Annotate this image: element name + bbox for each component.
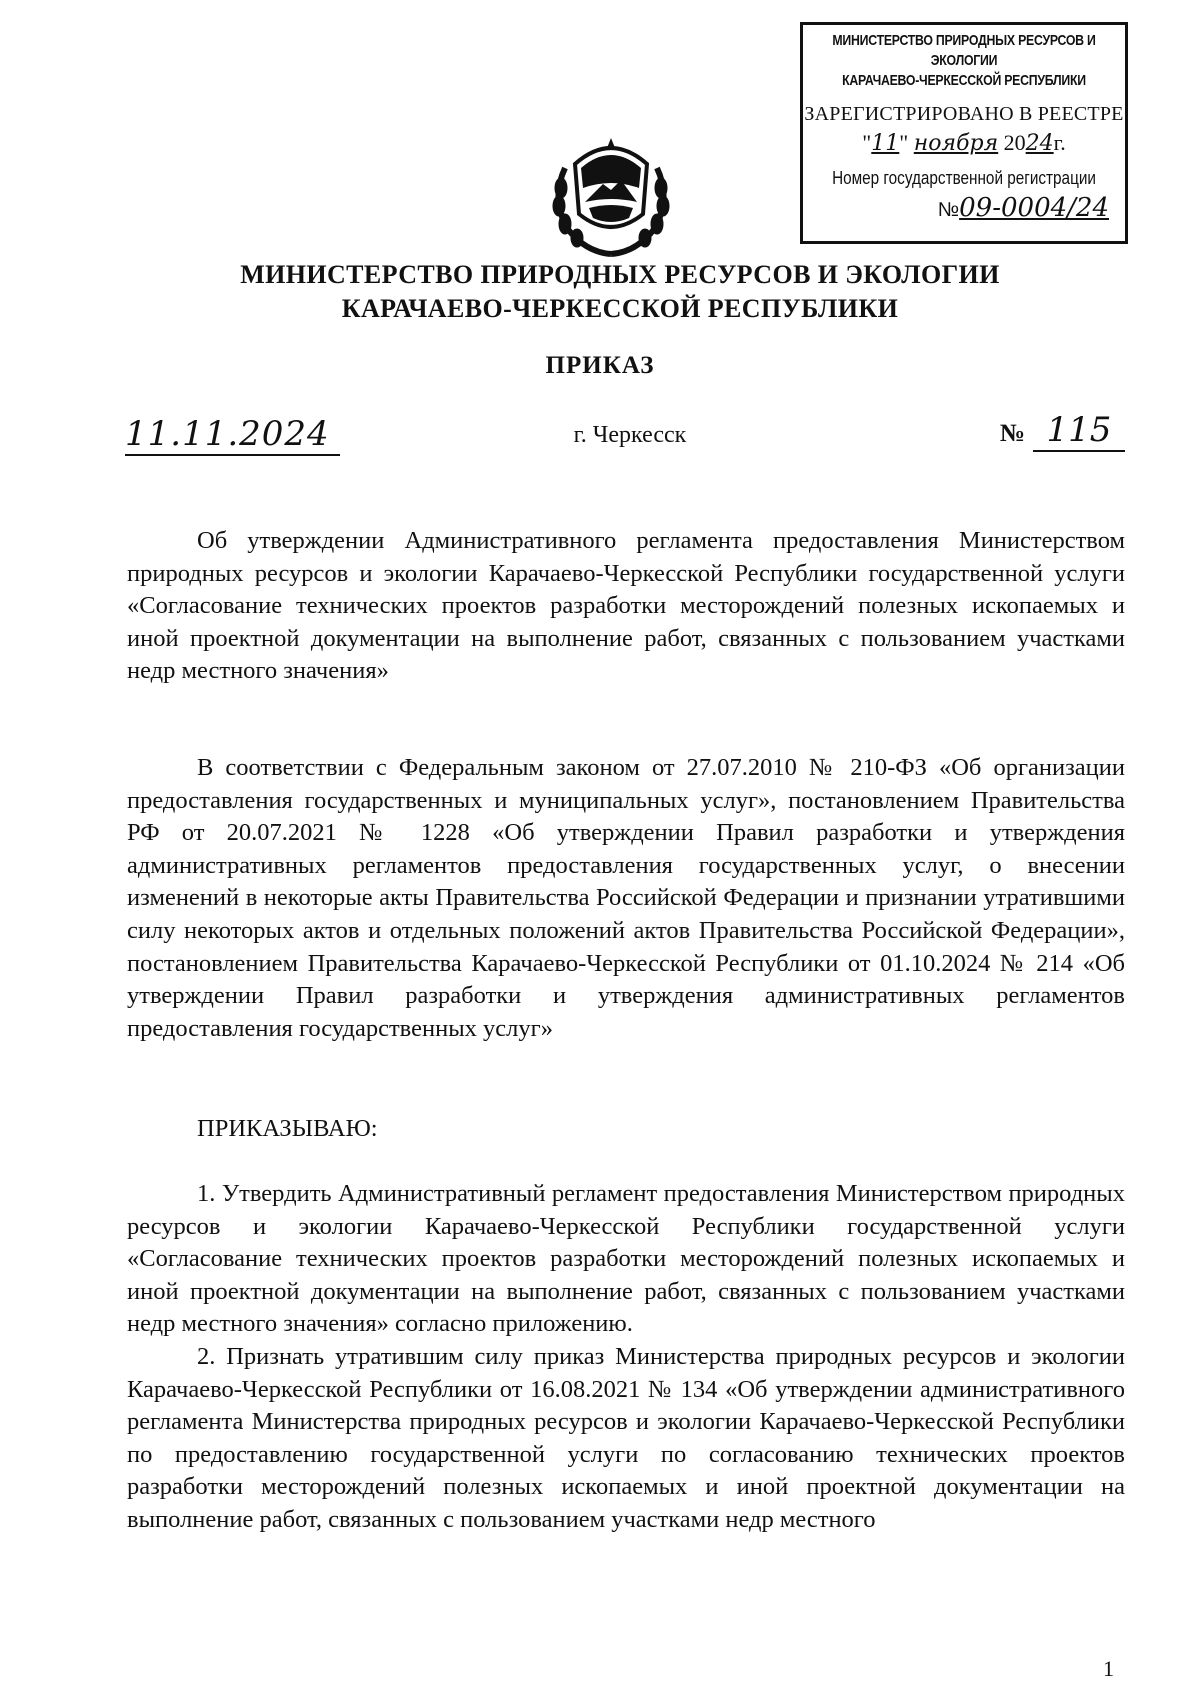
stamp-reg-number-label: Номер государственной регистрации: [832, 168, 1096, 188]
legal-basis-text: В соответствии с Федеральным законом от 27.07.2010 № 210-ФЗ «Об организации предоставления государственных и муниципальных услуг», постановлением Правительства РФ от 20.07.2021 № 1228 «Об утверждении Правил разработки и утверждения административных регламентов предоставления государственных услуг, о внесении изменений в некоторые акты Правительства Российской Федерации и признании утратившими силу некоторых актов и отдельных положений актов Правительства Российской Федерации», постановлением Правительства Карачаево-Черкесской Республики от 01.10.2024 № 214 «Об утверждении Правил разработки и утверждения административных регламентов предоставления государственных услуг»: [127, 754, 1125, 1042]
stamp-org-line-1: МИНИСТЕРСТВО ПРИРОДНЫХ РЕСУРСОВ И ЭКОЛОГИИ: [832, 32, 1096, 69]
document-type: ПРИКАЗ: [545, 352, 655, 379]
registration-stamp: [800, 22, 1128, 244]
stamp-reg-number-value: 09-0004/24: [959, 193, 1109, 223]
page-number: 1: [1103, 1656, 1114, 1681]
order-subject-text: Об утверждении Административного регламента предоставления Министерством природных ресурсов и экологии Карачаево-Черкесской Республики государственной услуги «Согласование технических проектов разработки месторождений полезных ископаемых и иной проектной документации на выполнение работ, связанных с пользованием участками недр местного значения»: [127, 527, 1125, 685]
stamp-registered-text: ЗАРЕГИСТРИРОВАНО В РЕЕСТРЕ: [804, 103, 1124, 125]
stamp-date-month: ноября: [913, 131, 999, 156]
stamp-organization: [832, 31, 1096, 91]
order-word: [127, 1113, 1125, 1146]
ministry-name: [130, 258, 1110, 326]
ministry-name-line-1: МИНИСТЕРСТВО ПРИРОДНЫХ РЕСУРСОВ И ЭКОЛОГИИ: [240, 260, 1000, 289]
stamp-date: "11" ноября 2024г.: [862, 130, 1066, 156]
stamp-date-year-suffix: 24: [1025, 131, 1054, 156]
stamp-date-year-end: г.: [1053, 130, 1066, 155]
order-item-1: 1. Утвердить Административный регламент предоставления Министерством природных ресурсов и экологии Карачаево-Черкесской Республики государственной услуги «Согласование технических проектов разработки месторождений полезных ископаемых и иной проектной документации на выполнение работ, связанных с пользованием участками недр местного значения» согласно приложению.: [127, 1180, 1125, 1338]
order-subject: [127, 525, 1125, 688]
coat-of-arms-emblem: [545, 128, 677, 258]
legal-basis: [127, 752, 1125, 1045]
stamp-date-day: 11: [871, 131, 900, 156]
order-number: 115: [1033, 410, 1125, 452]
stamp-date-year-prefix: 20: [1003, 130, 1026, 155]
stamp-reg-number: [803, 193, 1125, 223]
ministry-name-line-2: КАРАЧАЕВО-ЧЕРКЕССКОЙ РЕСПУБЛИКИ: [341, 294, 899, 323]
order-number-label: №: [999, 420, 1025, 447]
order-item-2: 2. Признать утратившим силу приказ Министерства природных ресурсов и экологии Карачаево-Черкесской Республики от 16.08.2021 № 134 «Об утверждении административного регламента Министерства природных ресурсов и экологии Карачаево-Черкесской Республики по предоставлению государственной услуги по согласованию технических проектов разработки месторождений полезных ископаемых и иной проектной документации на выполнение работ, связанных с пользованием участками недр местного: [127, 1342, 1125, 1533]
date-city-number-line: [125, 410, 1125, 458]
city: г. Черкесск: [573, 422, 687, 448]
stamp-reg-number-prefix: №: [937, 199, 960, 221]
order-date: 11.11.2024: [125, 414, 340, 456]
stamp-org-line-2: КАРАЧАЕВО-ЧЕРКЕССКОЙ РЕСПУБЛИКИ: [842, 72, 1086, 89]
order-word-text: ПРИКАЗЫВАЮ:: [197, 1115, 378, 1142]
order-items: [127, 1178, 1125, 1537]
